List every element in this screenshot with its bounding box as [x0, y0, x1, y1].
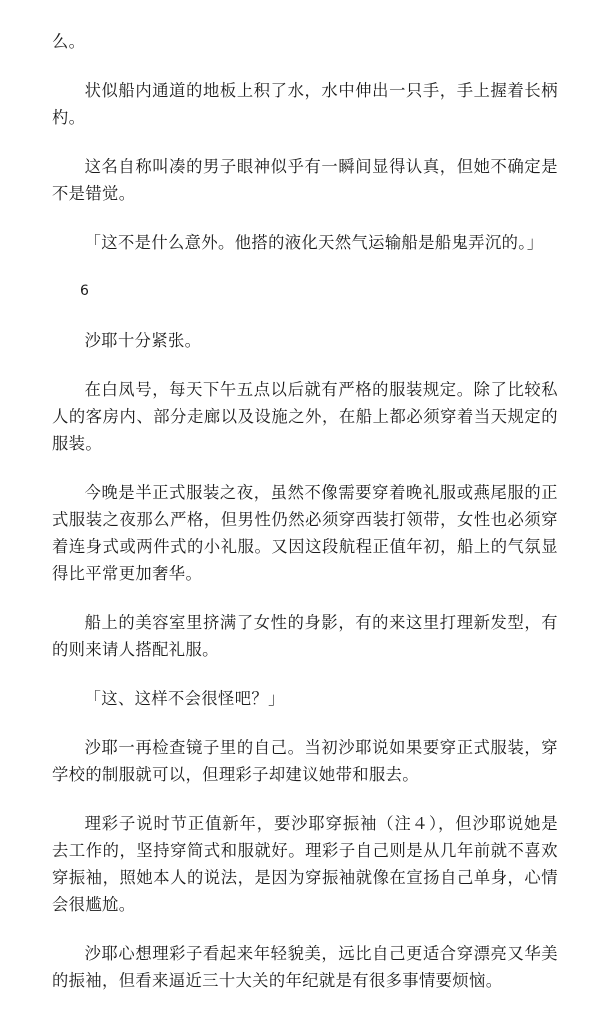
- paragraph: 沙耶心想理彩子看起来年轻貌美，远比自己更适合穿漂亮又华美的振袖，但看来逼近三十大关的年纪就是有很多事情要烦恼。: [52, 944, 558, 990]
- dialogue-paragraph: 「这、这样不会很怪吧？」: [84, 689, 285, 708]
- paragraph: 理彩子说时节正值新年，要沙耶穿振袖（注４），但沙耶说她是去工作的，坚持穿简式和服就好。理彩子自己则是从几年前就不喜欢穿振袖，照她本人的说法，是因为穿振袖就像在宣扬自己单身，心情会很尴尬。: [52, 814, 558, 914]
- paragraph: 沙耶十分紧张。: [84, 331, 202, 350]
- document-page: [52, 28, 558, 1016]
- paragraph: 在白凤号，每天下午五点以后就有严格的服装规定。除了比较私人的客房内、部分走廊以及设施之外，在船上都必须穿着当天规定的服装。: [52, 380, 558, 453]
- paragraph: 状似船内通道的地板上积了水，水中伸出一只手，手上握着长柄杓。: [52, 81, 558, 127]
- paragraph: 今晚是半正式服装之夜，虽然不像需要穿着晚礼服或燕尾服的正式服装之夜那么严格，但男性仍然必须穿西装打领带，女性也必须穿着连身式或两件式的小礼服。又因这段航程正值年初，船上的气氛显得比平常更加奢华。: [52, 483, 558, 583]
- dialogue-paragraph: 「这不是什么意外。他搭的液化天然气运输船是船鬼弄沉的。」: [84, 233, 544, 252]
- paragraph-continuation: 么。: [52, 32, 86, 51]
- paragraph: 沙耶一再检查镜子里的自己。当初沙耶说如果要穿正式服装，穿学校的制服就可以，但理彩子却建议她带和服去。: [52, 738, 558, 784]
- paragraph: 这名自称叫凑的男子眼神似乎有一瞬间显得认真，但她不确定是不是错觉。: [52, 157, 558, 203]
- section-number: 6: [80, 283, 90, 299]
- paragraph: 船上的美容室里挤满了女性的身影，有的来这里打理新发型，有的则来请人搭配礼服。: [52, 613, 558, 659]
